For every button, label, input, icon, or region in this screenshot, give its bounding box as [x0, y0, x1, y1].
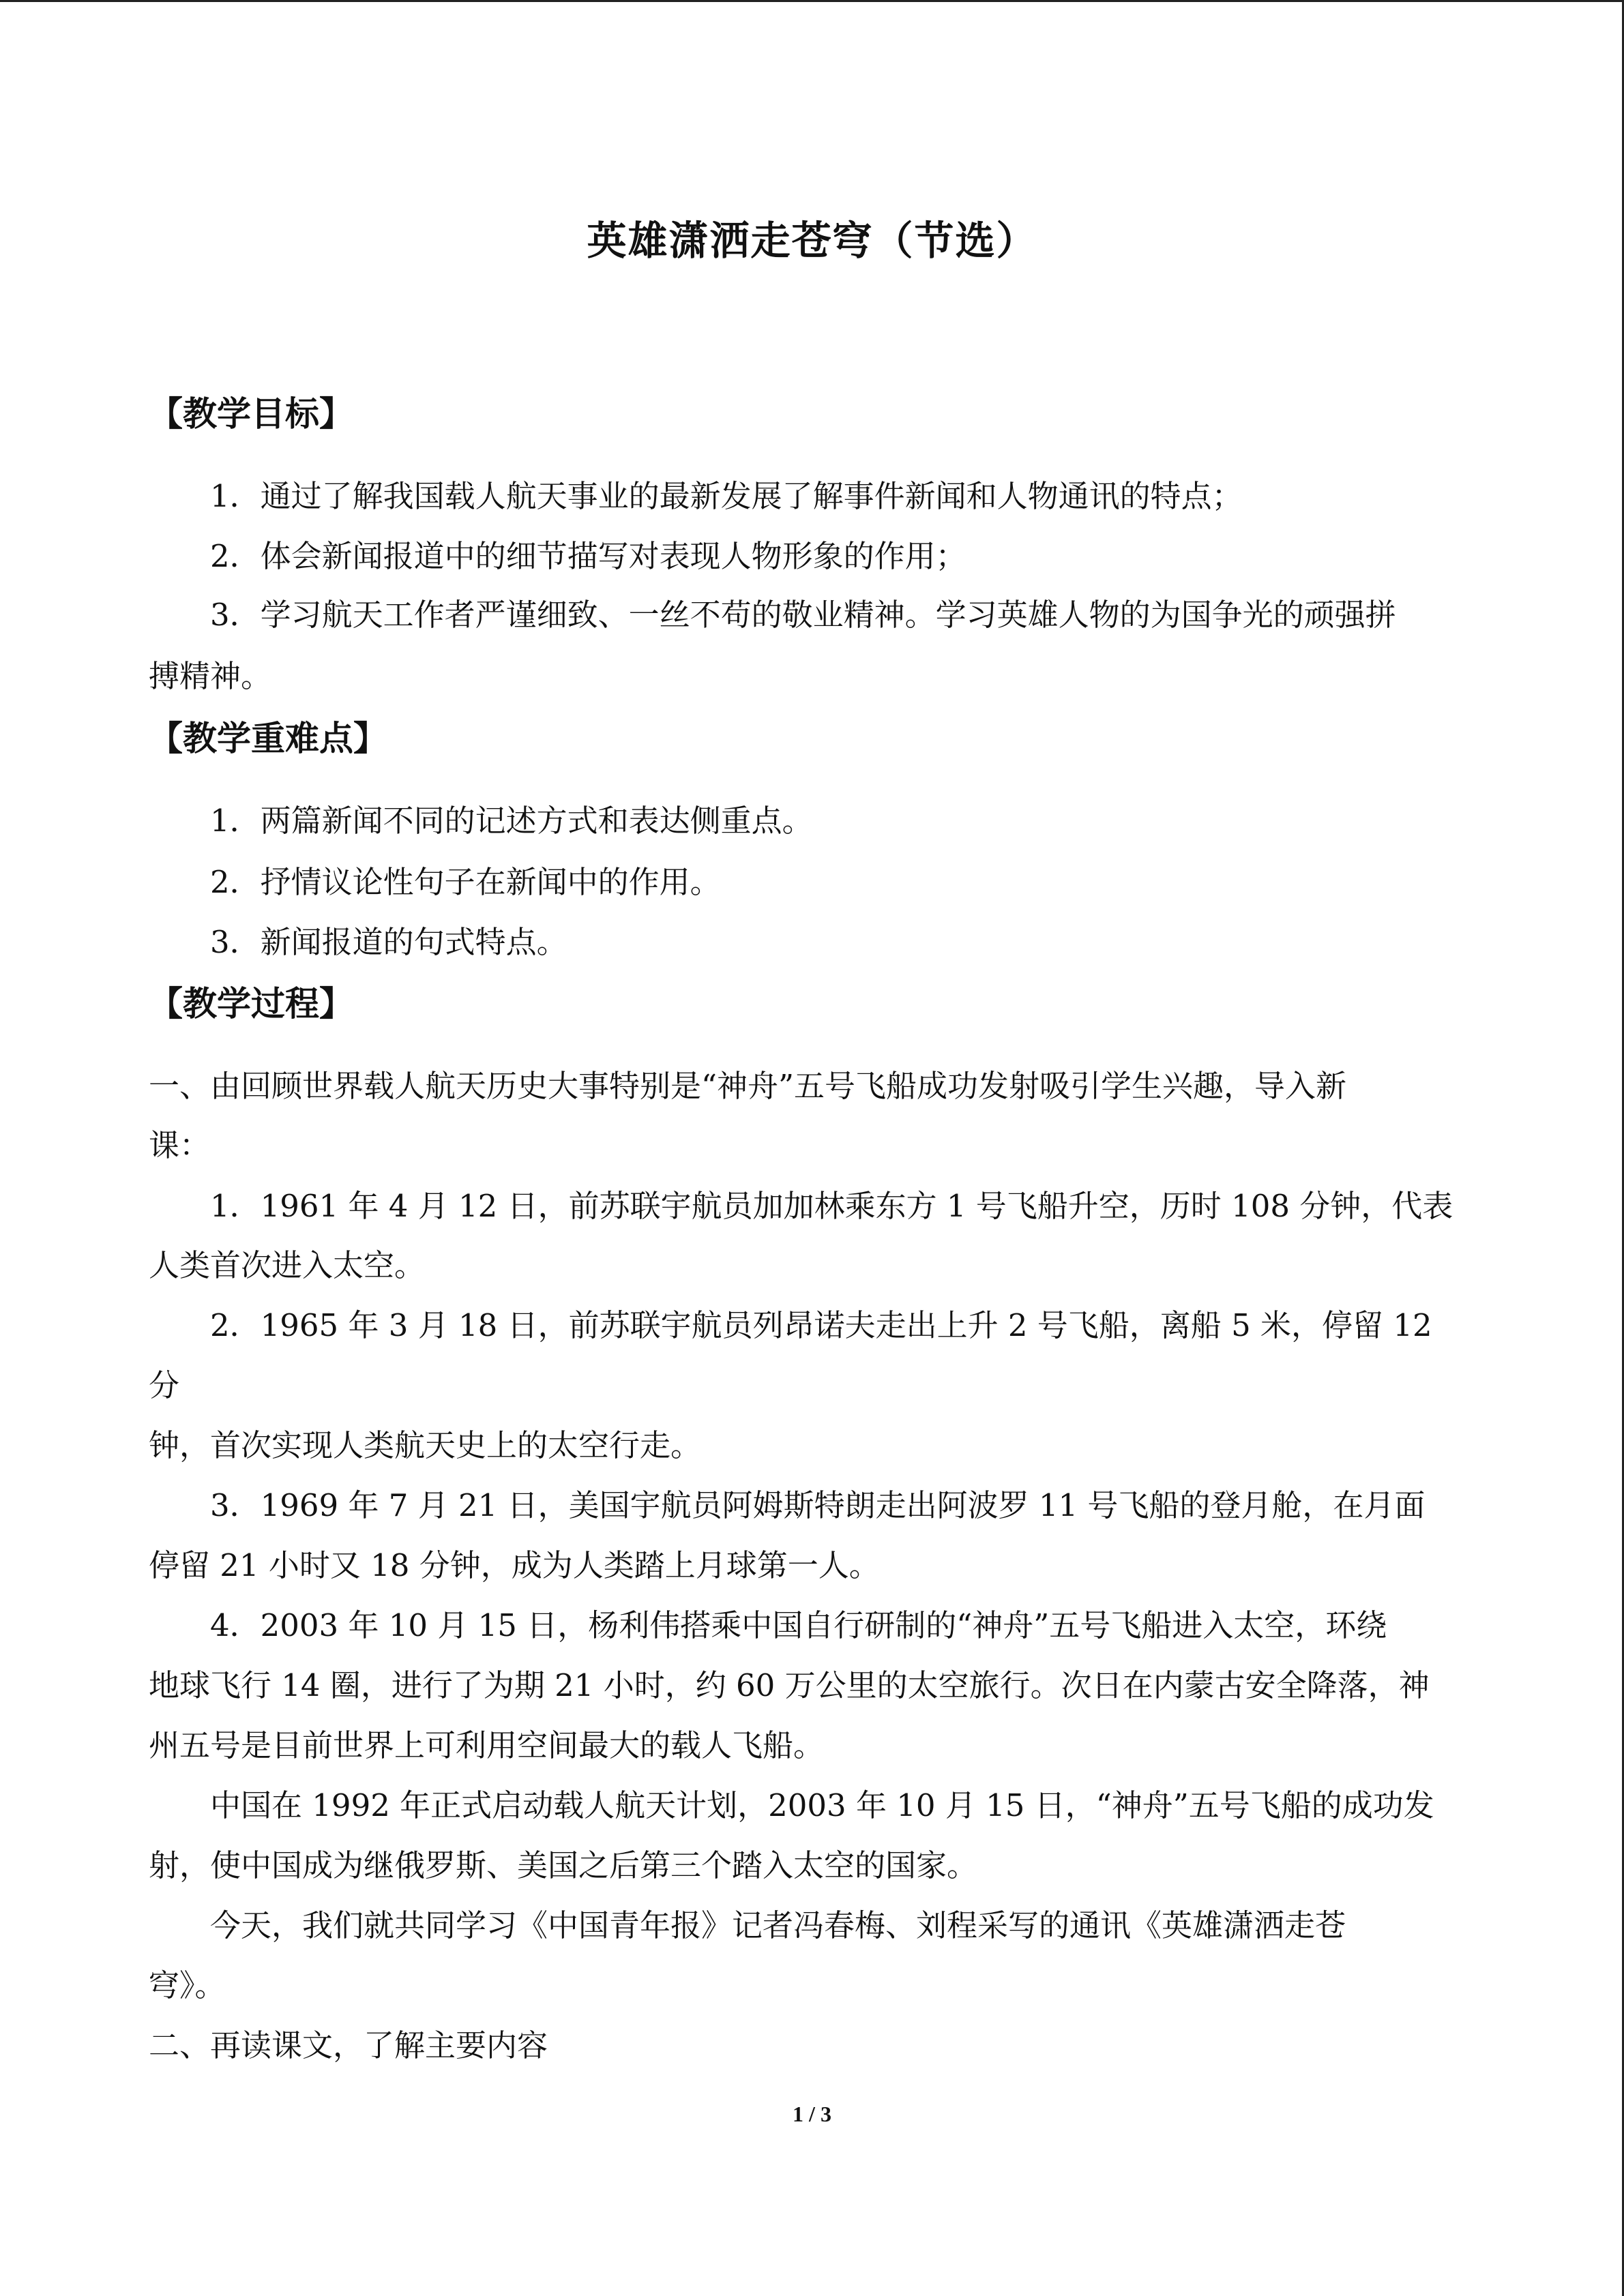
objective-line-1: 1．通过了解我国载人航天事业的最新发展了解事件新闻和人物通讯的特点；	[210, 478, 1243, 514]
process-line-7: 钟，首次实现人类航天史上的太空行走。	[149, 1427, 702, 1463]
process-line-4: 人类首次进入太空。	[149, 1247, 426, 1283]
objective-line-3: 3．学习航天工作者严谨细致、一丝不苟的敬业精神。学习英雄人物的为国争光的顽强拼	[210, 597, 1396, 633]
key-point-line-1: 1．两篇新闻不同的记述方式和表达侧重点。	[210, 803, 813, 839]
section-heading-objectives: 【教学目标】	[149, 394, 353, 434]
key-point-line-2: 2．抒情议论性句子在新闻中的作用。	[210, 864, 721, 900]
process-line-8: 3．1969 年 7 月 21 日，美国宇航员阿姆斯特朗走出阿波罗 11 号飞船的登月舱，在月面	[210, 1487, 1426, 1523]
section-heading-process: 【教学过程】	[149, 984, 353, 1024]
page-border-top	[0, 0, 1624, 2]
section-heading-key-points: 【教学重难点】	[149, 719, 387, 758]
process-line-12: 州五号是目前世界上可利用空间最大的载人飞船。	[149, 1727, 825, 1763]
process-line-1: 一、由回顾世界载人航天历史大事特别是“神舟”五号飞船成功发射吸引学生兴趣，导入新	[149, 1068, 1347, 1104]
page-number: 1 / 3	[793, 2102, 831, 2126]
process-line-10: 4．2003 年 10 月 15 日，杨利伟搭乘中国自行研制的“神舟”五号飞船进入太空，环绕	[210, 1607, 1387, 1643]
objective-line-2: 2．体会新闻报道中的细节描写对表现人物形象的作用；	[210, 538, 966, 574]
process-line-3: 1．1961 年 4 月 12 日，前苏联宇航员加加林乘东方 1 号飞船升空，历时 108 分钟，代表	[210, 1188, 1453, 1224]
process-line-14: 射，使中国成为继俄罗斯、美国之后第三个踏入太空的国家。	[149, 1847, 978, 1883]
document-title: 英雄潇洒走苍穹（节选）	[587, 218, 1037, 264]
objective-line-3-cont: 搏精神。	[149, 658, 272, 694]
process-line-16: 穹》。	[149, 1967, 226, 2003]
process-line-9: 停留 21 小时又 18 分钟，成为人类踏上月球第一人。	[149, 1547, 880, 1583]
process-line-13: 中国在 1992 年正式启动载人航天计划，2003 年 10 月 15 日，“神舟”五号飞船的成功发	[210, 1787, 1434, 1823]
process-line-15: 今天，我们就共同学习《中国青年报》记者冯春梅、刘程采写的通讯《英雄潇洒走苍	[210, 1907, 1346, 1943]
process-line-6: 分	[149, 1367, 180, 1403]
process-line-5: 2．1965 年 3 月 18 日，前苏联宇航员列昂诺夫走出上升 2 号飞船，离船 5 米，停留 12	[210, 1307, 1432, 1343]
process-line-17: 二、再读课文，了解主要内容	[149, 2027, 548, 2063]
process-line-11: 地球飞行 14 圈，进行了为期 21 小时，约 60 万公里的太空旅行。次日在内蒙古安全降落，神	[149, 1667, 1430, 1703]
key-point-line-3: 3．新闻报道的句式特点。	[210, 924, 567, 960]
process-line-2: 课：	[149, 1127, 211, 1163]
